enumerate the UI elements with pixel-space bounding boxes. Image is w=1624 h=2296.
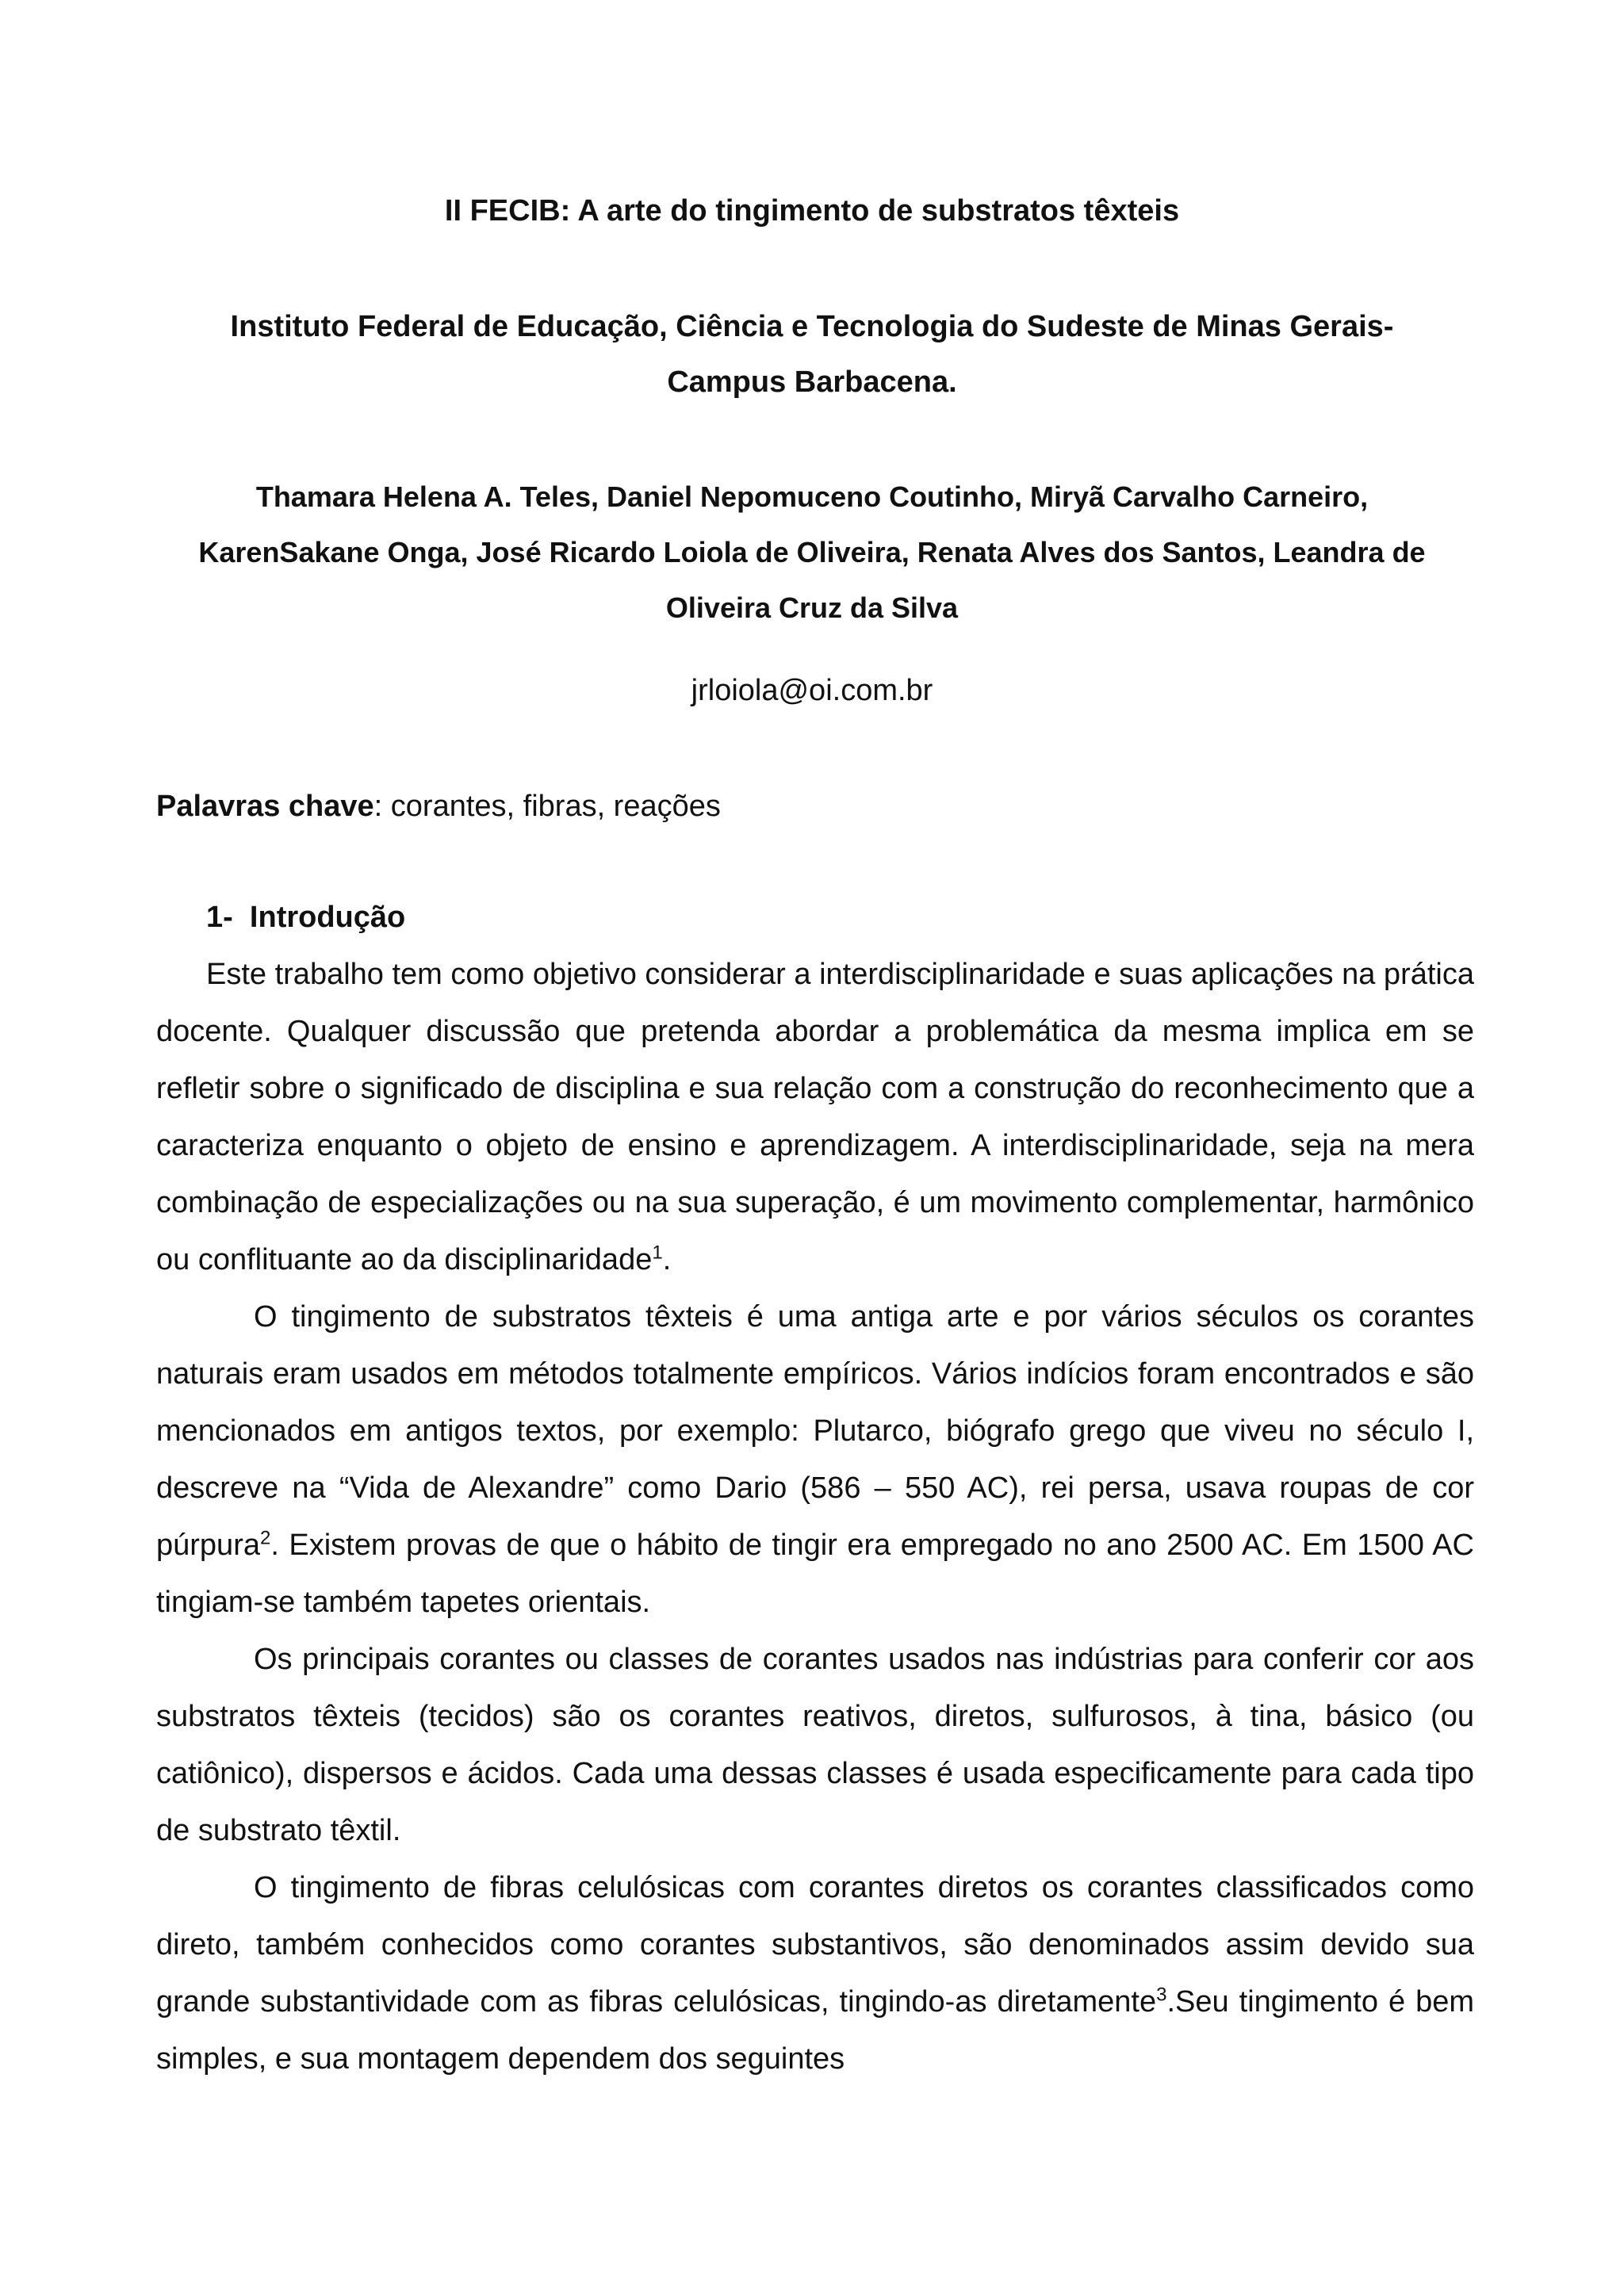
institution-line-2: Campus Barbacena. xyxy=(667,365,957,399)
section-number: 1- xyxy=(206,901,233,934)
authors-line-2: KarenSakane Onga, José Ricardo Loiola de Oliveira, Renata Alves dos Santos, Leandra de xyxy=(198,536,1426,568)
keywords xyxy=(156,779,721,834)
footnote-ref-1: 1 xyxy=(652,1242,663,1264)
authors xyxy=(0,469,1624,636)
authors-line-3: Oliveira Cruz da Silva xyxy=(665,591,959,624)
paragraph-1 xyxy=(156,946,1474,1288)
paragraph-3-text: Os principais corantes ou classes de corantes usados nas indústrias para conferir cor aos substratos têxteis (tecidos) são os corantes reativos, diretos, sulfurosos, à tina, básico (ou catiônico), dispersos e ácidos. Cada uma dessas classes é usada especificamente para cada tipo de substrato têxtil. xyxy=(156,1643,1474,1847)
paragraph-3 xyxy=(156,1631,1474,1859)
footnote-ref-2: 2 xyxy=(259,1527,271,1549)
document-title: II FECIB: A arte do tingimento de substratos têxteis xyxy=(444,194,1180,228)
paragraph-4 xyxy=(156,1859,1474,2087)
keywords-label: Palavras chave xyxy=(156,790,374,823)
paragraph-4-text-a: O tingimento de fibras celulósicas com corantes diretos os corantes classificados como direto, também conhecidos como corantes substantivos, são denominados assim devido sua grande substantividade com as fibras celulósicas, tingindo-as diretamente xyxy=(156,1871,1474,2019)
paragraph-2-text-a: O tingimento de substratos têxteis é uma antiga arte e por vários séculos os corantes naturais eram usados em métodos totalmente empíricos. Vários indícios foram encontrados e são mencionados em antigos textos, por exemplo: Plutarco, biógrafo grego que viveu no século I, descreve na “Vida de Alexandre” como Dario (586 – 550 AC), rei persa, usava roupas de cor púrpura xyxy=(156,1300,1474,1562)
section-heading xyxy=(206,890,405,945)
section-title: Introdução xyxy=(249,901,406,934)
paragraph-2-text-b: . Existem provas de que o hábito de tingir era empregado no ano 2500 AC. Em 1500 AC tingiam-se também tapetes orientais. xyxy=(156,1529,1474,1619)
body-text xyxy=(156,946,1474,2087)
authors-line-1: Thamara Helena A. Teles, Daniel Nepomuceno Coutinho, Miryã Carvalho Carneiro, xyxy=(255,480,1369,513)
institution xyxy=(0,299,1624,410)
paragraph-1-text: Este trabalho tem como objetivo considerar a interdisciplinaridade e suas aplicações na prática docente. Qualquer discussão que pretenda abordar a problemática da mesma implica em se refletir sobre o significado de disciplina e sua relação com a construção do reconhecimento que a caracteriza enquanto o objeto de ensino e aprendizagem. A interdisciplinaridade, seja na mera combinação de especializações ou na sua superação, é um movimento complementar, harmônico ou conflituante ao da disciplinaridade xyxy=(156,958,1474,1276)
paragraph-4-text-b: .Seu tingimento é bem simples, e sua montagem dependem dos seguintes xyxy=(156,1985,1474,2076)
contact-email: jrloiola@oi.com.br xyxy=(691,674,933,707)
institution-line-1: Instituto Federal de Educação, Ciência e Tecnologia do Sudeste de Minas Gerais- xyxy=(230,310,1394,343)
paragraph-2 xyxy=(156,1288,1474,1631)
footnote-ref-3: 3 xyxy=(1156,1984,1167,2006)
paragraph-1-end: . xyxy=(662,1243,672,1276)
keywords-value: : corantes, fibras, reações xyxy=(373,790,721,823)
